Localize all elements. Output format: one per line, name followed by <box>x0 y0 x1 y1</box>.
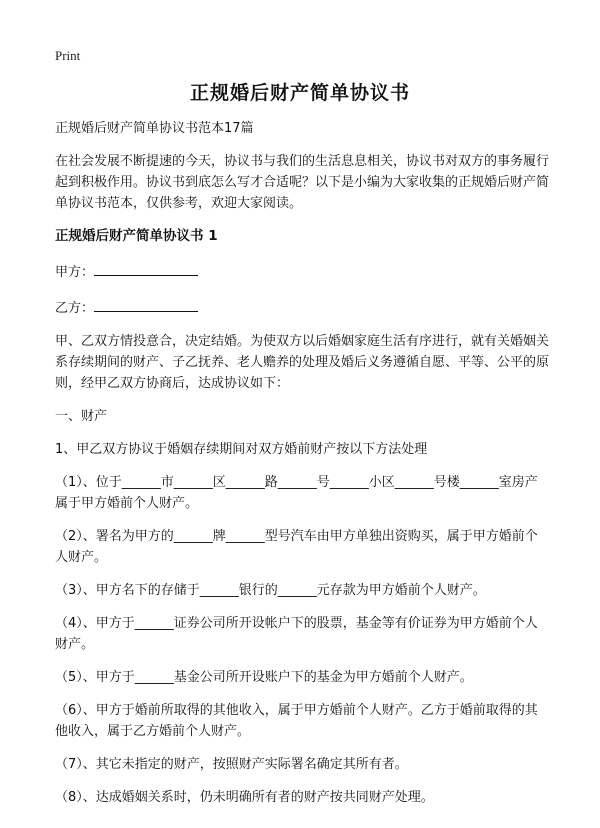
party-b-line <box>55 295 550 319</box>
list-item: （8）、达成婚姻关系时，仍未明确所有者的财产按共同财产处理。 <box>55 790 434 805</box>
print-link[interactable]: Print <box>55 48 81 63</box>
list-item: （2）、署名为甲方的______牌______型号汽车由甲方单独出资购买，属于甲方婚前个人财产。 <box>55 529 538 565</box>
party-b-label: 乙方： <box>55 301 95 316</box>
party-b-blank <box>94 295 198 312</box>
clause-1: 1、甲乙双方协议于婚姻存续期间对双方婚前财产按以下方法处理 <box>55 442 428 457</box>
list-item: （5）、甲方于______基金公司所开设账户下的基金为甲方婚前个人财产。 <box>55 670 473 685</box>
document-body <box>55 118 550 808</box>
list-item: （4）、甲方于______证券公司所开设帐户下的股票，基金等有价证券为甲方婚前个人财产。 <box>55 616 538 652</box>
list-item: （3）、甲方名下的存储于______银行的______元存款为甲方婚前个人财产。 <box>55 583 486 598</box>
heading-property: 一、财产 <box>55 409 108 424</box>
party-a-blank <box>94 259 198 276</box>
document-title: 正规婚后财产简单协议书 <box>189 82 410 104</box>
party-a-line <box>55 259 550 283</box>
section-title: 正规婚后财产简单协议书 1 <box>55 228 218 244</box>
intro-paragraph: 在社会发展不断提速的今天，协议书与我们的生活息息相关，协议书对双方的事务履行起到积极作用。协议书到底怎么写才合适呢？以下是小编为大家收集的正规婚后财产简单协议书范本，仅供参考，欢迎大家阅读。 <box>55 154 550 211</box>
list-item: （6）、甲方于婚前所取得的其他收入，属于甲方婚前个人财产。乙方于婚前取得的其他收入，属于乙方婚前个人财产。 <box>55 703 538 739</box>
list-item: （7）、其它未指定的财产，按照财产实际署名确定其所有者。 <box>55 757 408 772</box>
agreement-paragraph: 甲、乙双方情投意合，决定结婚。为使双方以后婚姻家庭生活有序进行，就有关婚姻关系存续期间的财产、子乙抚养、老人赡养的处理及婚后义务遵循自愿、平等、公平的原则，经甲乙双方协商后，达成协议如下： <box>55 334 550 391</box>
document-subtitle: 正规婚后财产简单协议书范本17篇 <box>55 121 254 136</box>
list-item: （1）、位于______市______区______路______号______小区______号楼______室房产属于甲方婚前个人财产。 <box>55 475 538 511</box>
party-a-label: 甲方： <box>55 265 95 280</box>
